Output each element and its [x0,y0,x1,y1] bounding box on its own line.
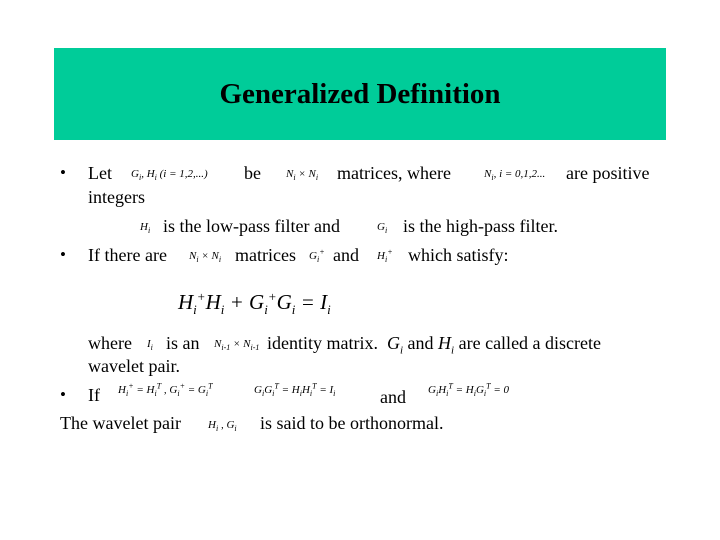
title-bar [54,48,666,140]
formula-ni1-ni1: $N_{i-1} \times N_{i-1}$ [214,338,260,353]
bullet-2: • [60,245,66,264]
formula-ni-ni: $N_i \times N_i$ [286,168,319,183]
formula-gi-hi: $G_i$, $H_i$ (i = 1,2,...) [131,168,208,183]
bullet-3: • [60,385,66,404]
text-matrices-where: matrices, where [337,163,451,183]
formula-hi-gi: $H_i$ , $G_i$ [208,419,237,434]
text-be: be [244,163,261,183]
formula-ii: $I_i$ [147,338,153,353]
text-are-positive: are positive [566,163,650,183]
text-matrices: matrices [235,245,296,265]
formula-cond-1: $H_i^+ = H_i^T$ , $G_i^+ = G_i^T$ [118,381,213,399]
formula-gi-plus: $G_i^+$ [309,247,325,265]
text-high-pass: is the high-pass filter. [403,216,558,236]
text-wavelet-pair: wavelet pair. [88,356,180,376]
text-is-an: is an [166,333,200,353]
formula-cond-2: $G_iG_i^T = H_iH_i^T = I_i$ [254,381,336,399]
formula-ni-ni-2: $N_i \times N_i$ [189,250,222,265]
text-which-satisfy: which satisfy: [408,245,509,265]
text-where: where [88,333,132,353]
formula-hi-plus: $H_i^+$ [377,247,393,265]
text-let: Let [88,163,112,183]
text-integers: integers [88,187,145,207]
text-and: and [333,245,359,265]
text-low-pass: is the low-pass filter and [163,216,340,236]
formula-ni-range: $N_i$, i = 0,1,2... [484,168,546,183]
formula-hi: $H_i$ [140,221,151,236]
text-identity: identity matrix. $G_i$ and $H_i$ are called a discrete [267,333,602,357]
text-if-there-are: If there are [88,245,167,265]
text-if: If [88,385,100,405]
text-and-2: and [380,387,406,407]
page-title: Generalized Definition [219,78,501,110]
bullet-1: • [60,163,66,182]
formula-gi: $G_i$ [377,221,388,236]
formula-cond-3: $G_iH_i^T = H_iG_i^T = 0$ [428,381,510,399]
equation-main: $H_i^+H_i + G_i^+G_i = I_i$ [178,289,331,318]
text-the-wavelet-pair: The wavelet pair [60,413,181,433]
text-orthonormal: is said to be orthonormal. [260,413,444,433]
